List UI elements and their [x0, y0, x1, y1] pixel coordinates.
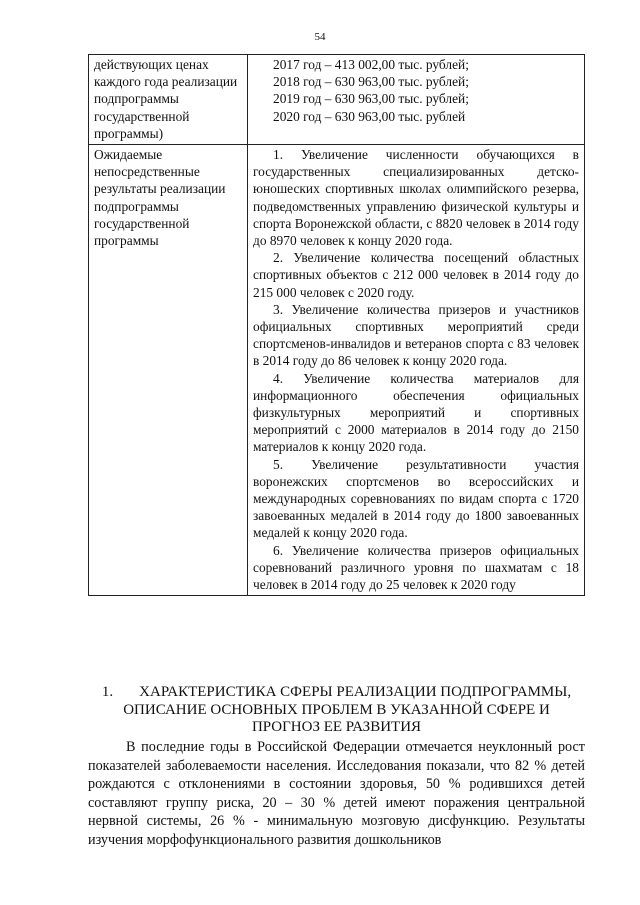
- financing-line-2019: 2019 год – 630 963,00 тыс. рублей;: [273, 91, 469, 107]
- body-paragraph: В последние годы в Российской Федерации отмечается неуклонный рост показателей заболеваемости населения. Исследования показали, что 82 % детей рождаются с отклонениями в состоянии здоровья, 50 % родившихся детей составляют группу риска, 20 – 30 % детей имеют поражения центральной нервной системы, 26 % - минимальную мозговую дисфункцию. Результаты изучения морфофункционального развития дошкольников: [88, 739, 585, 848]
- program-passport-table: [88, 54, 585, 596]
- table-row-financing: [89, 55, 585, 145]
- financing-cell: [248, 55, 585, 145]
- table-row-results: [89, 145, 585, 596]
- financing-line-2018: 2018 год – 630 963,00 тыс. рублей;: [273, 74, 469, 90]
- row-label-financing: действующих ценах каждого года реализации подпрограммы государственной программы): [89, 55, 248, 145]
- result-item-3: 3. Увеличение количества призеров и участников официальных спортивных мероприятий среди спортсменов-инвалидов и ветеранов спорта с 83 человек в 2014 году до 86 человек к концу 2020 года.: [253, 301, 579, 369]
- result-item-6: 6. Увеличение количества призеров официальных соревнований различного уровня по шахматам с 18 человек в 2014 году до 25 человек к 2020 году: [253, 542, 579, 593]
- result-item-5: 5. Увеличение результативности участия воронежских спортсменов во всероссийских и международных соревнованиях по видам спорта с 1720 завоеванных медалей в 2014 году до 1800 завоеванных медалей к концу 2020 года.: [253, 456, 579, 541]
- section-number: 1.: [101, 684, 114, 700]
- results-cell: [248, 145, 585, 596]
- row-label-results: Ожидаемые непосредственные результаты реализации подпрограммы государственной программы: [89, 145, 248, 596]
- page-number: 54: [314, 31, 326, 43]
- result-item-2: 2. Увеличение количества посещений областных спортивных объектов с 212 000 человек в 2014 году до 215 000 человек с 2020 году.: [253, 250, 579, 300]
- result-item-1: 1. Увеличение численности обучающихся в государственных специализированных детско-юношеских спортивных школах олимпийского резерва, подведомственных управлению физической культуры и спорта Воронежской области, с 8820 человек в 2014 году до 8970 человек к концу 2020 года.: [253, 147, 579, 249]
- result-item-4: 4. Увеличение количества материалов для информационного обеспечения официальных физкультурных мероприятий и спортивных мероприятий с 2000 материалов в 2014 году до 2150 материалов к концу 2020 года.: [253, 370, 579, 455]
- financing-line-2017: 2017 год – 413 002,00 тыс. рублей;: [273, 57, 469, 72]
- section-title: ХАРАКТЕРИСТИКА СФЕРЫ РЕАЛИЗАЦИИ ПОДПРОГРАММЫ, ОПИСАНИЕ ОСНОВНЫХ ПРОБЛЕМ В УКАЗАННОЙ СФЕРЕ И ПРОГНОЗ ЕЕ РАЗВИТИЯ: [123, 684, 572, 735]
- financing-line-2020: 2020 год – 630 963,00 тыс. рублей: [273, 108, 466, 124]
- section-heading: [88, 684, 585, 737]
